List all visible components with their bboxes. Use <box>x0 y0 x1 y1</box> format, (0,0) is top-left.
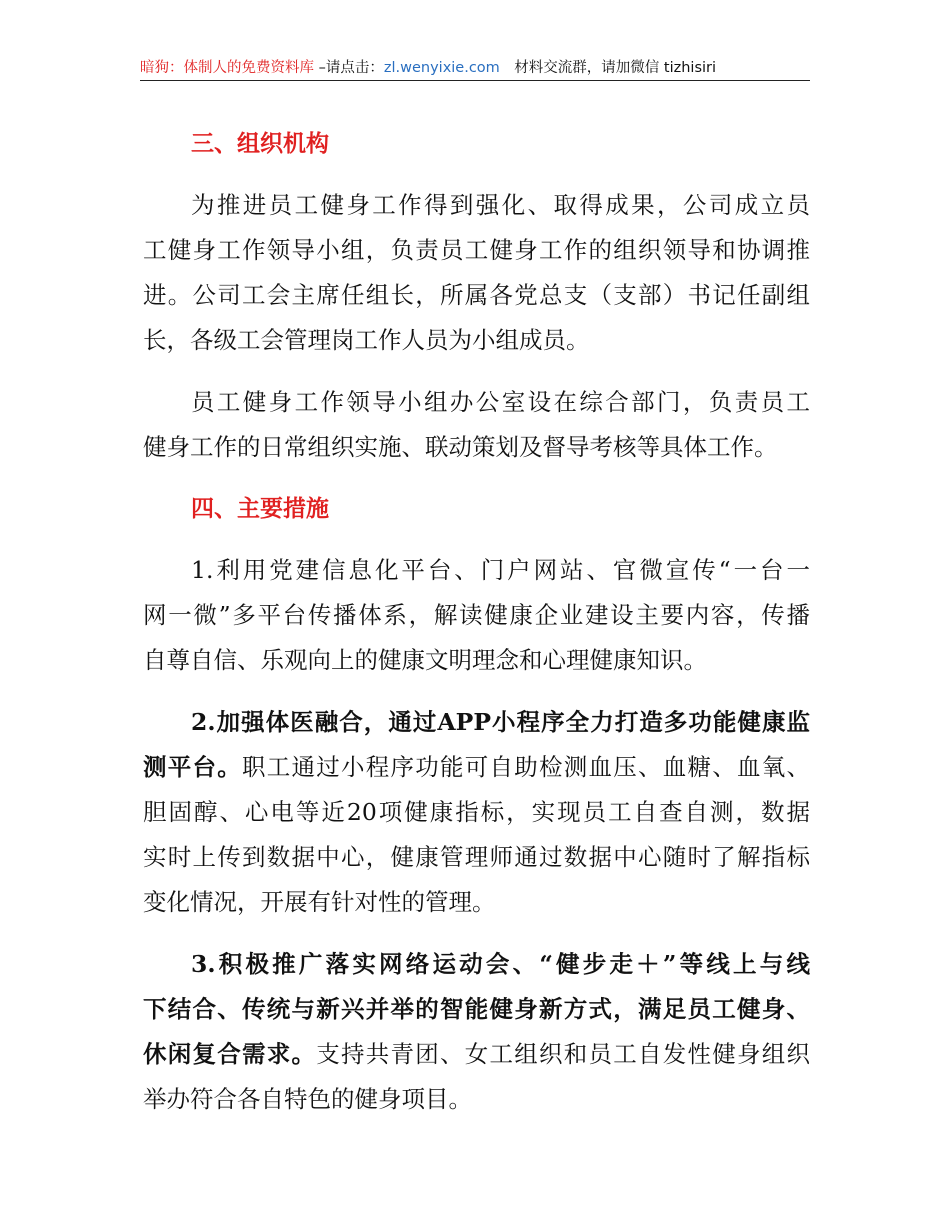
paragraph <box>143 183 810 363</box>
header-prompt: –请点击： <box>314 60 384 76</box>
text-line <box>143 318 810 363</box>
body-text: 自尊自信、乐观向上的健康文明理念和心理健康知识。 <box>143 646 707 674</box>
text-line <box>143 183 810 228</box>
bold-text: 休闲复合需求。 <box>143 1040 317 1068</box>
section-heading: 三、组织机构 <box>191 131 329 157</box>
text-line <box>143 593 810 638</box>
paragraph <box>143 380 810 470</box>
text-line <box>143 835 810 880</box>
text-line <box>143 1032 810 1077</box>
body-text: 实时上传到数据中心，健康管理师通过数据中心随时了解指标 <box>143 843 810 871</box>
header-contact: 材料交流群，请加微信 tizhisiri <box>499 60 717 76</box>
header-link[interactable]: zl.wenyixie.com <box>383 60 500 76</box>
header-site-name: 暗狗：体制人的免费资料库 <box>140 60 314 76</box>
bold-text: 3.积极推广落实网络运动会、“健步走＋”等线上与线 <box>191 950 810 978</box>
text-line <box>143 1077 810 1122</box>
text-line <box>143 380 810 425</box>
body-text: 长，各级工会管理岗工作人员为小组成员。 <box>143 326 590 354</box>
body-text: 职工通过小程序功能可自助检测血压、血糖、血氧、 <box>242 753 810 781</box>
text-line <box>143 790 810 835</box>
body-text: 员工健身工作领导小组办公室设在综合部门，负责员工 <box>191 388 810 416</box>
text-line <box>143 228 810 273</box>
section-heading: 四、主要措施 <box>191 496 329 522</box>
bold-text: 下结合、传统与新兴并举的智能健身新方式，满足员工健身、 <box>143 995 810 1023</box>
body-text: 变化情况，开展有针对性的管理。 <box>143 888 496 916</box>
text-line <box>143 700 810 745</box>
body-text: 健身工作的日常组织实施、联动策划及督导考核等具体工作。 <box>143 433 778 461</box>
body-text: 1.利用党建信息化平台、门户网站、官微宣传“一台一 <box>191 556 810 584</box>
bold-text: 测平台。 <box>143 753 242 781</box>
page-header <box>140 56 810 81</box>
text-line <box>143 548 810 593</box>
document-body <box>143 122 810 1139</box>
body-text: 网一微”多平台传播体系，解读健康企业建设主要内容，传播 <box>143 601 810 629</box>
paragraph <box>143 548 810 683</box>
body-text: 工健身工作领导小组，负责员工健身工作的组织领导和协调推 <box>143 236 810 264</box>
paragraph <box>143 942 810 1122</box>
text-line <box>143 273 810 318</box>
text-line <box>143 880 810 925</box>
body-text: 支持共青团、女工组织和员工自发性健身组织 <box>316 1040 810 1068</box>
body-text: 为推进员工健身工作得到强化、取得成果，公司成立员 <box>191 191 810 219</box>
body-text: 举办符合各自特色的健身项目。 <box>143 1085 472 1113</box>
body-text: 进。公司工会主席任组长，所属各党总支（支部）书记任副组 <box>143 281 810 309</box>
text-line <box>143 425 810 470</box>
text-line <box>143 745 810 790</box>
body-text: 胆固醇、心电等近20项健康指标，实现员工自查自测，数据 <box>143 798 810 826</box>
text-line <box>143 638 810 683</box>
text-line <box>143 987 810 1032</box>
text-line <box>143 942 810 987</box>
bold-text: 2.加强体医融合，通过APP小程序全力打造多功能健康监 <box>191 708 810 736</box>
paragraph <box>143 700 810 925</box>
